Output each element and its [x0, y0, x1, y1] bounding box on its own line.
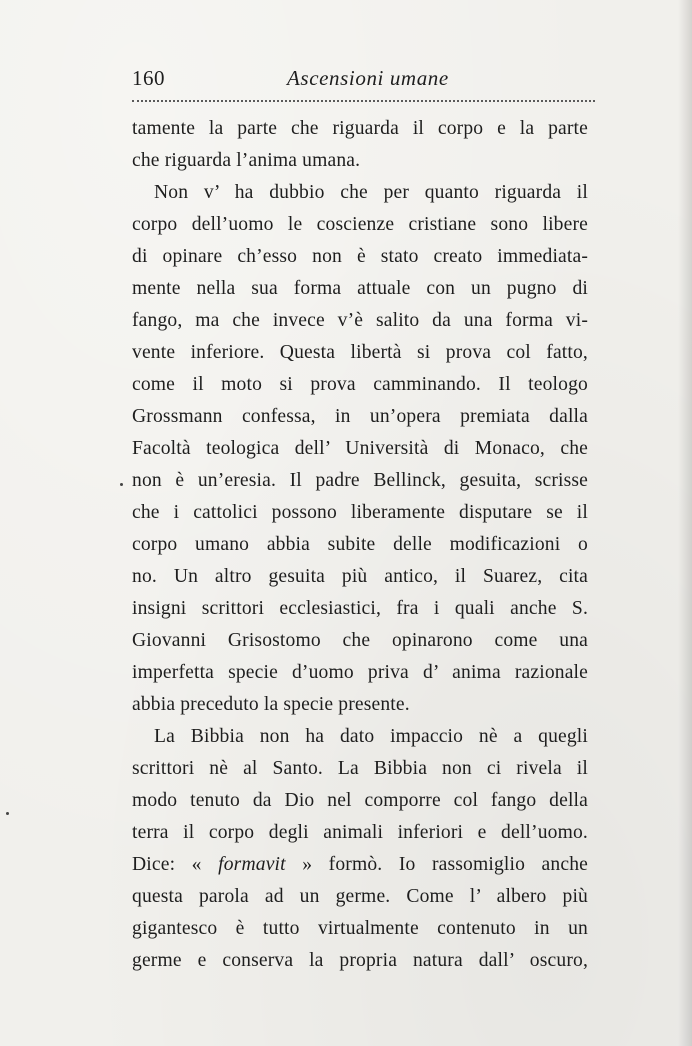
text-line: Giovanni Grisostomo che opinarono come una: [132, 630, 588, 651]
text-line: vente inferiore. Questa libertà si prova col fatto,: [132, 342, 588, 363]
page-header: [132, 62, 595, 98]
text-line: modo tenuto da Dio nel comporre col fango della: [132, 790, 588, 811]
text-line: abbia preceduto la specie presente.: [132, 694, 410, 715]
margin-speck: [120, 483, 123, 486]
text-line: non è un’eresia. Il padre Bellinck, gesuita, scrisse: [132, 470, 588, 491]
text-line: che riguarda l’anima umana.: [132, 150, 361, 171]
italic-word: formavit: [218, 854, 286, 875]
text-line: scrittori nè al Santo. La Bibbia non ci rivela il: [132, 758, 588, 779]
text-line: che i cattolici possono liberamente disputare se il: [132, 502, 588, 523]
text-line: terra il corpo degli animali inferiori e dell’uomo.: [132, 822, 588, 843]
text-line: di opinare ch’esso non è stato creato immediata-: [132, 246, 588, 267]
text-line: Facoltà teologica dell’ Università di Monaco, che: [132, 438, 588, 459]
text-line: germe e conserva la propria natura dall’ oscuro,: [132, 950, 588, 971]
text-line: mente nella sua forma attuale con un pugno di: [132, 278, 588, 299]
running-title: Ascensioni umane: [287, 66, 449, 90]
text-line: imperfetta specie d’uomo priva d’ anima razionale: [132, 662, 588, 683]
text-line: Non v’ ha dubbio che per quanto riguarda il: [154, 182, 588, 203]
page-number: 160: [132, 66, 165, 90]
text-line: Grossmann confessa, in un’opera premiata dalla: [132, 406, 588, 427]
text-line: fango, ma che invece v’è salito da una forma vi-: [132, 310, 588, 331]
text-line: questa parola ad un germe. Come l’ albero più: [132, 886, 588, 907]
header-dotted-rule: [132, 100, 595, 102]
text-line: insigni scrittori ecclesiastici, fra i quali anche S.: [132, 598, 588, 619]
text-line: no. Un altro gesuita più antico, il Suarez, cita: [132, 566, 588, 587]
text-line: gigantesco è tutto virtualmente contenuto in un: [132, 918, 588, 939]
text-line: come il moto si prova camminando. Il teologo: [132, 374, 588, 395]
margin-speck: [6, 812, 9, 815]
page-edge-shadow: [678, 0, 692, 1046]
text-line-with-italic: Dice: « formavit » formò. Io rassomiglio anche: [132, 854, 588, 875]
text-line: corpo dell’uomo le coscienze cristiane sono libere: [132, 214, 588, 235]
text-line: La Bibbia non ha dato impaccio nè a quegli: [154, 726, 588, 747]
text-line: tamente la parte che riguarda il corpo e la parte: [132, 118, 588, 139]
text-line: corpo umano abbia subite delle modificazioni o: [132, 534, 588, 555]
body-text: [132, 113, 588, 977]
